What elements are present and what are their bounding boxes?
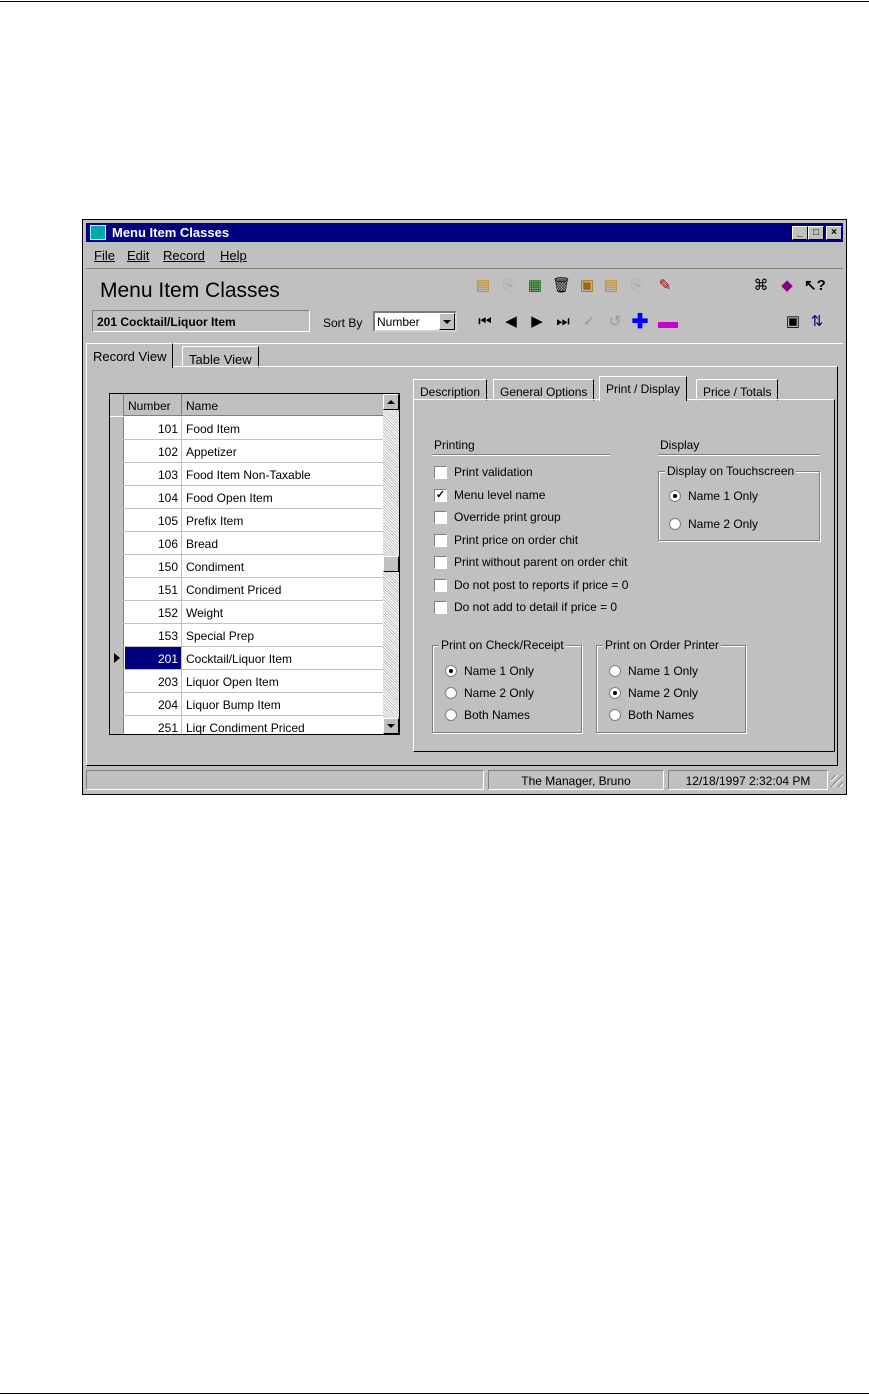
table-row[interactable] — [110, 417, 383, 440]
cell-name[interactable]: Special Prep — [186, 629, 255, 643]
cell-name[interactable]: Liquor Bump Item — [186, 698, 281, 712]
print-option-checkbox[interactable] — [434, 466, 447, 479]
copy-record-icon[interactable]: ▤ — [475, 277, 491, 294]
row-selector[interactable] — [110, 555, 124, 577]
check-name2-radio[interactable] — [445, 687, 457, 699]
row-selector[interactable] — [110, 463, 124, 485]
print-option-label: Do not add to detail if price = 0 — [454, 600, 618, 614]
undo-icon[interactable]: ↺ — [608, 313, 622, 330]
maximize-button[interactable]: □ — [808, 226, 824, 240]
cell-number[interactable]: 102 — [125, 440, 182, 462]
status-user: The Manager, Bruno — [488, 770, 664, 790]
order-name1-radio[interactable] — [609, 665, 621, 677]
arrow-up-icon — [387, 400, 395, 404]
print-option-checkbox[interactable] — [434, 601, 447, 614]
cell-name[interactable]: Cocktail/Liquor Item — [186, 652, 293, 666]
row-selector[interactable] — [110, 578, 124, 600]
help-pointer-icon[interactable]: ↖? — [804, 277, 826, 294]
table-row[interactable] — [110, 578, 383, 601]
row-pointer-icon[interactable] — [110, 647, 124, 669]
order-both-label: Both Names — [628, 708, 695, 722]
sort-by-label: Sort By — [323, 316, 363, 330]
table-row[interactable] — [110, 532, 383, 555]
print-option-label: Do not post to reports if price = 0 — [454, 577, 629, 592]
cell-number[interactable]: 105 — [125, 509, 182, 531]
check-both-label: Both Names — [464, 708, 531, 722]
sort-by-select[interactable] — [373, 311, 457, 332]
check-name2-label: Name 2 Only — [464, 686, 535, 700]
chevron-down-icon[interactable] — [439, 313, 455, 330]
display-heading: Display — [660, 438, 700, 452]
print-option-label: Print validation — [454, 465, 533, 479]
cell-number[interactable]: 204 — [125, 693, 182, 715]
print-option-checkbox[interactable] — [434, 579, 447, 592]
scroll-thumb[interactable] — [383, 556, 399, 572]
app-icon — [90, 225, 106, 240]
column-header-number[interactable]: Number — [125, 394, 182, 416]
cell-name[interactable]: Condiment — [186, 560, 245, 574]
grid-header-row — [110, 394, 383, 416]
grid-icon[interactable]: ▦ — [527, 277, 543, 294]
print-option-checkbox[interactable]: ✓ — [435, 488, 446, 501]
cell-name[interactable]: Weight — [186, 606, 224, 620]
print-option-checkbox[interactable] — [434, 556, 447, 569]
order-both-radio[interactable] — [609, 709, 621, 721]
row-selector[interactable] — [110, 624, 124, 646]
cell-number[interactable]: 201 — [125, 647, 182, 669]
tab-price-totals[interactable]: Price / Totals — [696, 379, 778, 401]
cell-number[interactable]: 104 — [125, 486, 182, 508]
cell-number[interactable]: 150 — [125, 555, 182, 577]
cell-number[interactable]: 103 — [125, 463, 182, 485]
row-selector[interactable] — [110, 440, 124, 462]
scroll-up-button[interactable] — [383, 394, 399, 410]
cell-number[interactable]: 101 — [125, 417, 182, 439]
monitor-icon[interactable]: ▣ — [785, 313, 801, 330]
edit-icon[interactable]: ✎ — [658, 277, 672, 294]
previous-record-icon[interactable]: ◀ — [505, 313, 517, 330]
table-row[interactable] — [110, 670, 383, 693]
inner-tab-control — [413, 379, 835, 749]
grid-corner — [110, 394, 124, 416]
printing-heading: Printing — [434, 438, 475, 452]
tab-record-view[interactable]: Record View — [86, 343, 173, 368]
check-both-radio[interactable] — [445, 709, 457, 721]
print-option-label: Print price on order chit — [454, 532, 579, 547]
row-selector[interactable] — [110, 693, 124, 715]
paste-record-icon[interactable]: ⎘ — [502, 277, 515, 294]
last-record-icon[interactable]: ⏭ — [556, 313, 570, 330]
binoculars-icon[interactable]: ⌘ — [753, 277, 769, 294]
row-selector[interactable] — [110, 417, 124, 439]
order-name2-label: Name 2 Only — [628, 686, 699, 700]
clipboard-icon[interactable]: ▣ — [579, 277, 595, 294]
tab-general-options[interactable]: General Options — [493, 379, 594, 401]
row-selector[interactable] — [110, 601, 124, 623]
table-row[interactable] — [110, 463, 383, 486]
header-panel — [86, 268, 843, 344]
row-selector[interactable] — [110, 509, 124, 531]
table-row[interactable] — [110, 440, 383, 463]
first-record-icon[interactable]: ⏮ — [478, 313, 492, 330]
column-header-name[interactable]: Name — [186, 399, 219, 413]
order-printer-group — [596, 638, 746, 733]
cell-number[interactable]: 151 — [125, 578, 182, 600]
record-grid[interactable] — [109, 393, 400, 735]
cell-name[interactable]: Food Item Non-Taxable — [186, 468, 311, 482]
scroll-down-button[interactable] — [383, 718, 399, 734]
delete-record-icon[interactable]: ▬ — [658, 311, 678, 333]
tab-table-view[interactable]: Table View — [182, 346, 259, 368]
row-selector[interactable] — [110, 486, 124, 508]
arrow-down-icon — [387, 724, 395, 728]
page-bottom-rule — [0, 1393, 869, 1394]
menu-help[interactable]: Help — [220, 248, 247, 263]
app-window — [82, 219, 847, 795]
cell-number[interactable]: 153 — [125, 624, 182, 646]
table-row[interactable] — [110, 624, 383, 647]
next-record-icon[interactable]: ▶ — [531, 313, 543, 330]
touchscreen-name2-radio[interactable] — [669, 518, 681, 530]
copy-icon[interactable]: ▤ — [603, 277, 619, 294]
touchscreen-group — [658, 464, 820, 541]
cell-name[interactable]: Liqr Condiment Priced — [186, 721, 305, 735]
printing-divider — [432, 454, 610, 456]
row-selector[interactable] — [110, 532, 124, 554]
page-top-rule — [0, 1, 869, 2]
resize-grip-icon[interactable] — [831, 775, 843, 787]
table-row[interactable] — [110, 693, 383, 716]
sort-by-value: Number — [377, 315, 420, 329]
row-selector[interactable] — [110, 716, 124, 735]
minimize-button[interactable]: _ — [792, 226, 808, 240]
table-row[interactable] — [110, 486, 383, 509]
status-bar — [86, 770, 843, 790]
order-name1-label: Name 1 Only — [628, 664, 699, 678]
touchscreen-name1-radio[interactable] — [669, 490, 681, 502]
cell-name[interactable]: Food Item — [186, 422, 241, 436]
window-title: Menu Item Classes — [112, 225, 230, 240]
close-button[interactable]: × — [826, 226, 842, 240]
outer-tab-control — [86, 346, 843, 766]
check-name1-radio[interactable] — [445, 665, 457, 677]
menu-bar — [86, 244, 843, 264]
page-title: Menu Item Classes — [100, 279, 280, 302]
cell-name[interactable]: Appetizer — [186, 445, 237, 459]
table-row[interactable] — [110, 509, 383, 532]
cell-name[interactable]: Liquor Open Item — [186, 675, 279, 689]
cell-name[interactable]: Condiment Priced — [186, 583, 282, 597]
check-receipt-group-title: Print on Check/Receipt — [441, 638, 564, 652]
print-option-checkbox[interactable] — [434, 511, 447, 524]
status-datetime: 12/18/1997 2:32:04 PM — [668, 770, 828, 790]
display-divider — [658, 454, 820, 456]
print-option-label: Override print group — [454, 510, 561, 524]
cell-number[interactable]: 203 — [125, 670, 182, 692]
cell-name[interactable]: Prefix Item — [186, 514, 244, 528]
tab-description[interactable]: Description — [413, 379, 487, 401]
touchscreen-name2-label: Name 2 Only — [688, 517, 759, 531]
cell-number[interactable]: 106 — [125, 532, 182, 554]
table-row[interactable] — [110, 647, 383, 670]
cell-number[interactable]: 152 — [125, 601, 182, 623]
print-option-checkbox[interactable] — [434, 534, 447, 547]
print-display-page — [413, 399, 835, 752]
row-selector[interactable] — [110, 670, 124, 692]
print-option-label: Menu level name — [454, 487, 546, 502]
current-record-box: 201 Cocktail/Liquor Item — [92, 310, 310, 332]
order-name2-radio[interactable] — [609, 687, 621, 699]
record-view-page — [86, 366, 838, 766]
check-receipt-group — [432, 638, 582, 733]
cell-name[interactable]: Food Open Item — [186, 491, 273, 505]
check-name1-label: Name 1 Only — [464, 664, 535, 678]
cell-number[interactable]: 251 — [125, 716, 182, 735]
delete-icon[interactable]: 🗑 — [552, 277, 572, 294]
menu-file[interactable]: File — [94, 248, 115, 263]
touchscreen-group-title: Display on Touchscreen — [667, 464, 795, 478]
book-icon[interactable]: ◆ — [781, 277, 793, 294]
refresh-icon[interactable]: ⇅ — [810, 313, 824, 330]
order-printer-group-title: Print on Order Printer — [605, 638, 720, 652]
table-row[interactable] — [110, 555, 383, 578]
menu-record[interactable]: Record — [163, 248, 205, 263]
table-row[interactable] — [110, 716, 383, 735]
confirm-icon[interactable]: ✓ — [582, 313, 596, 330]
title-bar[interactable] — [86, 223, 843, 242]
table-row[interactable] — [110, 601, 383, 624]
add-record-icon[interactable]: ✚ — [631, 311, 649, 333]
cell-name[interactable]: Bread — [186, 537, 219, 551]
menu-edit[interactable]: Edit — [127, 248, 150, 263]
touchscreen-name1-label: Name 1 Only — [688, 489, 759, 503]
tab-print-display[interactable]: Print / Display — [599, 376, 687, 401]
paste-icon[interactable]: ⎘ — [630, 277, 643, 294]
vertical-scrollbar[interactable] — [383, 394, 399, 734]
status-panel-empty — [86, 770, 484, 790]
print-option-label: Print without parent on order chit — [454, 555, 628, 569]
